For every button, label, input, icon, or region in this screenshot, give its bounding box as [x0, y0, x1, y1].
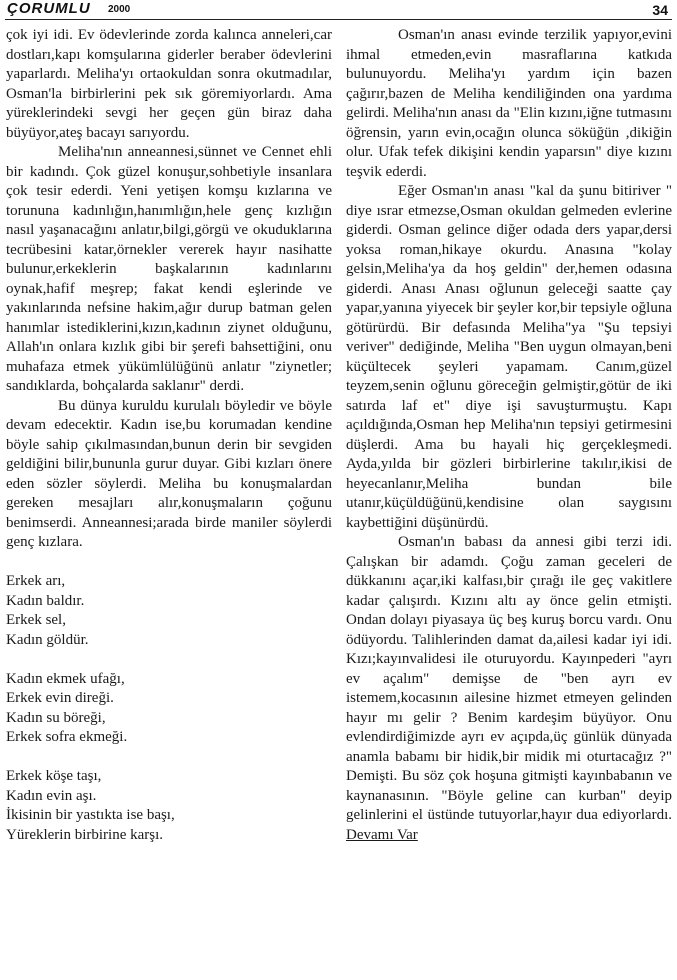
paragraph: çok iyi idi. Ev ödevlerinde zorda kalınca anneleri,car dostları,kapı komşularına giderler beraber ödevlerini yaparlardı. Meliha'yı ortaokuldan sonra okutmadılar, Osman'la birbirlerini pek sık göremiyorlardı. Ama yüreklerindeki sevgi her geçen gün biraz daha büyüyor,ateş bacayı sarıyordu. — [6, 27, 332, 141]
poem-stanza — [6, 670, 332, 748]
poem-line: Kadın göldür. — [6, 631, 89, 648]
poem-line: Erkek sofra ekmeği. — [6, 729, 128, 745]
paragraph: Eğer Osman'ın anası "kal da şunu bitiriver " diye ısrar etmezse,Osman okuldan gelmeden evlerine giderdi. Osman gelince diğer odada ders yapar,dersi yoksa roman,hikaye okurdu. Anasına "kolay gelsin,Meliha'ya da hoş geldin" der,hemen odasına giderdi. Anası Anası oğlunun geleceği saatte çay yapar,yanına yiyecek bir şeyler kor,bir tepsiyle oğluna götürürdü. Bir defasında Meliha"ya "Şu tepsiyi veriver" dediğinde, Meliha "Ben uygun olmayan,beni küçültecek şeyleri yapamam. Canım,güzel teyzem,senin oğlunu göreceğin gelmiştir,götür de iki satırda laf et" diye işi savuşturmuştu. Kapı açıldığında,Osman hep Meliha'nın tepsiyi getirmesini düşlerdi. Ama bu hayali hiç gerçekleşmedi. Ayda,yılda bir gözleri birbirlerine takılır,ikisi de heyecanlanır,Meliha bundan bile utanır,küçüldüğünü,kendisine olan saygısını kaybettiğini düşünürdü. — [346, 183, 672, 531]
header-rule — [5, 19, 672, 20]
poem-stanza — [6, 767, 332, 845]
paragraph: Bu dünya kuruldu kurulalı böyledir ve böyle devam edecektir. Kadın ise,bu korumadan kendine böyle sahip çıkılmasından,bunun derin bir sevgiden geldiğini bilir,bununla gurur duyar. Gibi kızları önere eden sözler söylerdi. Meliha bu konuşmalardan gereken mesajları alır,konuşmaların çoğunu benimserdi. Anneannesi;arada birde maniler söylerdi genç kızlara. — [6, 397, 332, 550]
issue-year: 2000 — [108, 4, 131, 15]
poem-line: Erkek evin direği. — [6, 690, 114, 706]
paragraph — [346, 533, 672, 845]
magazine-logo: ÇORUMLU — [7, 0, 91, 17]
poem-line: Erkek arı, — [6, 573, 66, 589]
poem-line: Erkek köşe taşı, — [6, 768, 102, 784]
poem-line: İkisinin bir yastıkta ise başı, — [6, 807, 175, 823]
poem-line: Kadın baldır. — [6, 592, 85, 609]
paragraph: Osman'ın anası evinde terzilik yapıyor,evini ihmal etmeden,evin masraflarına katkıda bulunuyordu. Meliha'yı yardım için bazen çağırır,bazen de Meliha kendiliğinden ona yardıma gelirdi. Meliha'nın anası da "Elin kızını,iğne tutmasını öğrensin, yarın evin,ocağın olunca söküğün ,dikiğin olur. Ufak tefek dikişini kendin yaparsın" diye kızını teşvik ederdi. — [346, 27, 672, 180]
paragraph-text: Osman'ın babası da annesi gibi terzi idi. Çalışkan bir adamdı. Çoğu zaman geceleri de dükkanını açar,iki kalfası,bir çırağı ile geç vakitlere kadar çalışırdı. Kızını altı ay önce gelin etmişti. Ondan dolayı piyasaya üç beş kuruş borcu vardı. Onu ödüyordu. Talihlerinden damat da,ailesi kadar iyi idi. Kızı;kayınvalidesi ile oturuyordu. Kayınpederi "ayrı ev açalım" demişse de "ben ayrı ev istemem,kocasının ailesine hizmet etmeyen gelinden hayır mı gelir ? Benim kardeşim büyüyor. Onu evlendirdiğimizde ayrı ev açıpda,üç günlük dünyada anamla babamı bir hidik,bir midik mi oturtacağız ?" Demişti. Bu söz çok hoşuna gitmişti kayınbabanın ve kaynanasının. "Böyle geline can kurban" deyip gelinlerini el üstünde tutuyorlar,hayır dua ediyorlardı. — [346, 534, 672, 823]
right-column — [346, 26, 672, 845]
page-number: 34 — [652, 2, 668, 18]
poem-line: Kadın ekmek ufağı, — [6, 670, 125, 687]
paragraph: Meliha'nın anneannesi,sünnet ve Cennet ehli bir kadındı. Çok güzel konuşur,sohbetiyle insanlara çok tesir ederdi. Yeni yetişen komşu kızlarına ve torununa kadınlığın,hanımlığın,hele genç kızlığın nasıl yaşanacağını anlatır,bilgi,görgü ve okuduklarına tecrübesini katar,örnekler vererek hayır nasihatte bulunur,erkeklerin başkalarının kadınlarını oynak,hafif meşrep; fakat kendi eşlerinde ve yakınlarında nefsine hakim,ağır durup batman gelen hanımlar istediklerini,kızın,kadının ziynet olduğunu, Allah'ın onlara kızlık gibi bir şerefi bahsettiğini, onu muhafaza etmek yükümlülüğünü anlatır "ziynetler; sandıklarda, bohçalarda saklanır" derdi. — [6, 144, 332, 394]
left-column — [6, 26, 332, 845]
poem-line: Kadın su böreği, — [6, 709, 106, 726]
poem-line: Erkek sel, — [6, 612, 66, 628]
poem-line: Kadın evin aşı. — [6, 787, 97, 804]
continued-note: Devamı Var — [346, 826, 418, 843]
poem-stanza — [6, 572, 332, 650]
poem-line: Yüreklerin birbirine karşı. — [6, 826, 164, 843]
